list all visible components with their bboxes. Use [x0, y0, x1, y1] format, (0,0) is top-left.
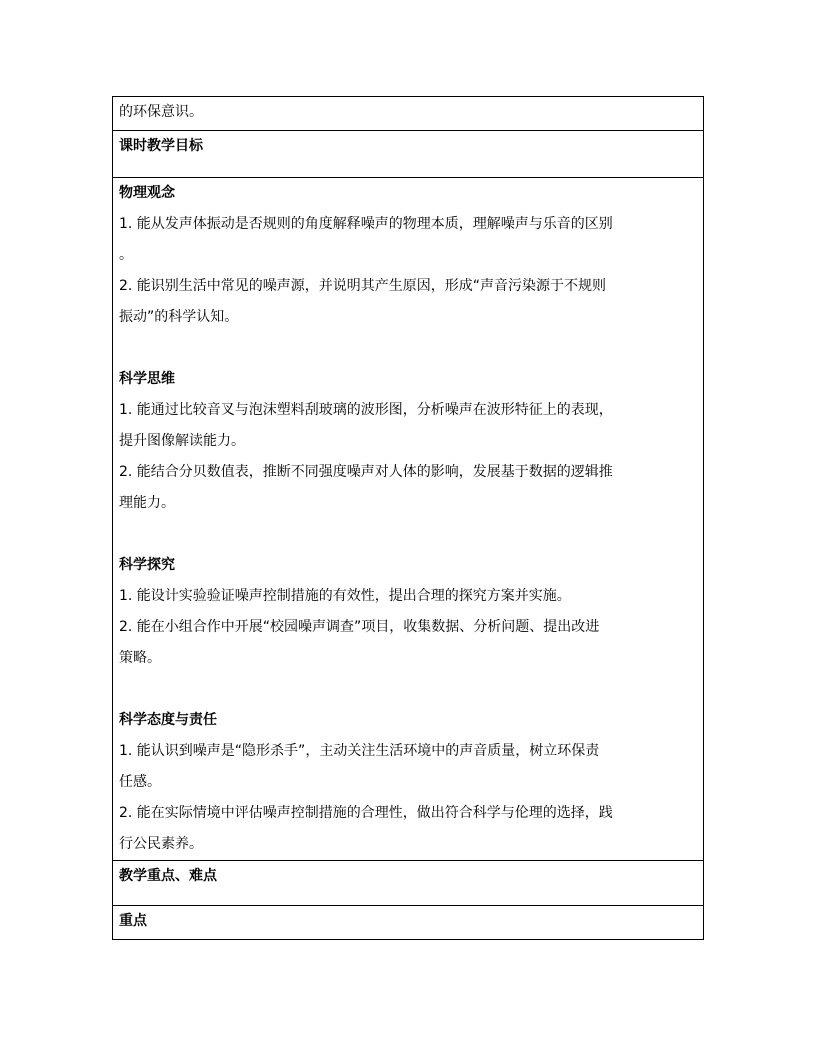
- objective-line: 振动”的科学认知。: [119, 309, 239, 325]
- table-row: [113, 178, 704, 861]
- objective-line: 策略。: [119, 650, 161, 666]
- objective-line: 2. 能在小组合作中开展“校园噪声调查”项目，收集数据、分析问题、提出改进: [119, 619, 600, 635]
- objective-line: 。: [119, 247, 133, 263]
- objective-line: 2. 能结合分贝数值表，推断不同强度噪声对人体的影响，发展基于数据的逻辑推: [119, 464, 613, 480]
- section-title: 科学探究: [119, 557, 175, 573]
- objective-line: 1. 能设计实验验证噪声控制措施的有效性，提出合理的探究方案并实施。: [119, 588, 571, 604]
- section-title: 物理观念: [119, 185, 175, 201]
- objective-line: 1. 能通过比较音叉与泡沫塑料刮玻璃的波形图，分析噪声在波形特征上的表现，: [119, 402, 613, 418]
- lesson-plan-table: [112, 96, 704, 940]
- key-points-heading: 教学重点、难点: [113, 861, 704, 906]
- objective-line: 提升图像解读能力。: [119, 433, 245, 449]
- objective-line: 任感。: [119, 774, 161, 790]
- focus-label: 重点: [113, 906, 704, 940]
- section-title: 科学态度与责任: [119, 712, 217, 728]
- objective-line: 行公民素养。: [119, 836, 203, 852]
- objective-line: 理能力。: [119, 495, 175, 511]
- objectives-heading: 课时教学目标: [113, 131, 704, 178]
- table-row: [113, 861, 704, 906]
- continuation-cell: [113, 97, 704, 131]
- table-row: [113, 97, 704, 131]
- objective-line: 1. 能从发声体振动是否规则的角度解释噪声的物理本质，理解噪声与乐音的区别: [119, 216, 613, 232]
- objectives-cell: [113, 178, 704, 861]
- objective-line: 2. 能在实际情境中评估噪声控制措施的合理性，做出符合科学与伦理的选择，践: [119, 805, 613, 821]
- blank-line: [119, 674, 697, 705]
- continuation-text: 的环保意识。: [119, 104, 203, 120]
- table-row: [113, 906, 704, 940]
- table-row: [113, 131, 704, 178]
- blank-line: [119, 519, 697, 550]
- section-title: 科学思维: [119, 371, 175, 387]
- blank-line: [119, 333, 697, 364]
- objective-line: 2. 能识别生活中常见的噪声源，并说明其产生原因，形成“声音污染源于不规则: [119, 278, 607, 294]
- objective-line: 1. 能认识到噪声是“隐形杀手”，主动关注生活环境中的声音质量，树立环保责: [119, 743, 600, 759]
